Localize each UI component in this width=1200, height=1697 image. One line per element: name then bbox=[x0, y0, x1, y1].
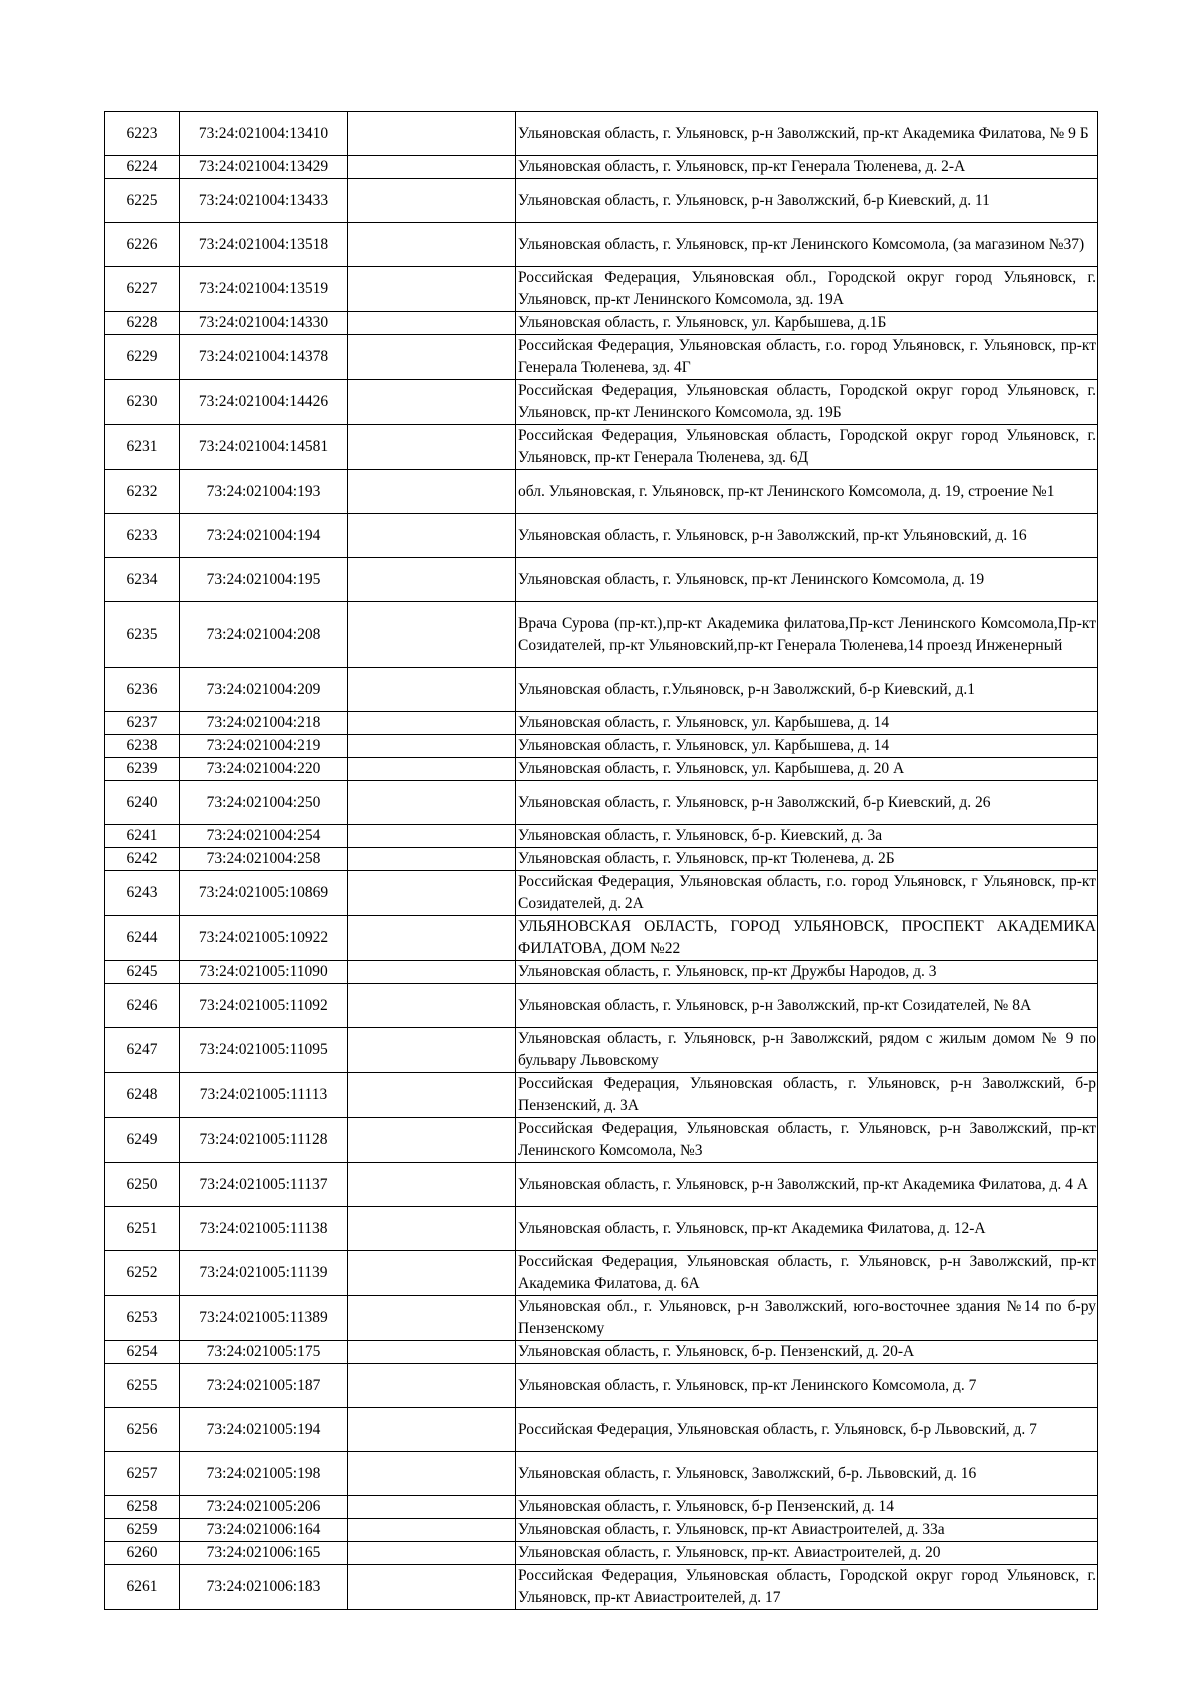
address: Врача Сурова (пр-кт.),пр-кт Академика филатова,Пр-кст Ленинского Комсомола,Пр-кт Созидателей, пр-кт Ульяновский,пр-кт Генерала Тюленева,14 проезд Инженерный bbox=[516, 602, 1098, 668]
registry-table-body bbox=[105, 112, 1098, 1610]
table-row bbox=[105, 179, 1098, 223]
address: Ульяновская область, г. Ульяновск, ул. Карбышева, д.1Б bbox=[516, 312, 1098, 335]
cadastral-number: 73:24:021004:13433 bbox=[180, 179, 348, 223]
address: Ульяновская область, г. Ульяновск, ул. Карбышева, д. 20 А bbox=[516, 758, 1098, 781]
cadastral-number: 73:24:021005:187 bbox=[180, 1364, 348, 1408]
cadastral-number: 73:24:021005:10869 bbox=[180, 871, 348, 916]
empty-cell bbox=[348, 668, 516, 712]
table-row bbox=[105, 1118, 1098, 1163]
address: Российская Федерация, Ульяновская область, г. Ульяновск, р-н Заволжский, пр-кт Академика Филатова, д. 6А bbox=[516, 1251, 1098, 1296]
cadastral-number: 73:24:021004:13519 bbox=[180, 267, 348, 312]
row-number: 6223 bbox=[105, 112, 180, 156]
empty-cell bbox=[348, 1028, 516, 1073]
empty-cell bbox=[348, 112, 516, 156]
cadastral-number: 73:24:021005:11139 bbox=[180, 1251, 348, 1296]
address: Ульяновская область, г. Ульяновск, р-н Заволжский, б-р Киевский, д. 26 bbox=[516, 781, 1098, 825]
row-number: 6231 bbox=[105, 425, 180, 470]
table-row bbox=[105, 825, 1098, 848]
cadastral-number: 73:24:021005:11389 bbox=[180, 1296, 348, 1341]
row-number: 6234 bbox=[105, 558, 180, 602]
address: Ульяновская область, г. Ульяновск, Заволжский, б-р. Львовский, д. 16 bbox=[516, 1452, 1098, 1496]
table-row bbox=[105, 1519, 1098, 1542]
address: Ульяновская область, г. Ульяновск, р-н Заволжский, пр-кт Академика Филатова, № 9 Б bbox=[516, 112, 1098, 156]
empty-cell bbox=[348, 961, 516, 984]
table-row bbox=[105, 380, 1098, 425]
address: Российская Федерация, Ульяновская область, г.о. город Ульяновск, г Ульяновск, пр-кт Созидателей, д. 2А bbox=[516, 871, 1098, 916]
empty-cell bbox=[348, 758, 516, 781]
row-number: 6241 bbox=[105, 825, 180, 848]
empty-cell bbox=[348, 825, 516, 848]
table-row bbox=[105, 1163, 1098, 1207]
address: Ульяновская область, г. Ульяновск, р-н Заволжский, б-р Киевский, д. 11 bbox=[516, 179, 1098, 223]
table-row bbox=[105, 758, 1098, 781]
cadastral-number: 73:24:021004:254 bbox=[180, 825, 348, 848]
address: Ульяновская область, г. Ульяновск, пр-кт Генерала Тюленева, д. 2-А bbox=[516, 156, 1098, 179]
table-row bbox=[105, 1251, 1098, 1296]
table-row bbox=[105, 1073, 1098, 1118]
address: Ульяновская область, г. Ульяновск, пр-кт Тюленева, д. 2Б bbox=[516, 848, 1098, 871]
empty-cell bbox=[348, 871, 516, 916]
row-number: 6253 bbox=[105, 1296, 180, 1341]
address: Ульяновская область, г. Ульяновск, пр-кт. Авиастроителей, д. 20 bbox=[516, 1542, 1098, 1565]
cadastral-number: 73:24:021004:218 bbox=[180, 712, 348, 735]
empty-cell bbox=[348, 380, 516, 425]
table-row bbox=[105, 1496, 1098, 1519]
row-number: 6257 bbox=[105, 1452, 180, 1496]
table-row bbox=[105, 112, 1098, 156]
table-row bbox=[105, 156, 1098, 179]
table-row bbox=[105, 1364, 1098, 1408]
row-number: 6232 bbox=[105, 470, 180, 514]
row-number: 6236 bbox=[105, 668, 180, 712]
cadastral-number: 73:24:021004:209 bbox=[180, 668, 348, 712]
table-row bbox=[105, 984, 1098, 1028]
address: Российская Федерация, Ульяновская область, Городской округ город Ульяновск, г. Ульяновск, пр-кт Авиастроителей, д. 17 bbox=[516, 1565, 1098, 1610]
address: Ульяновская область, г. Ульяновск, б-р. Киевский, д. 3а bbox=[516, 825, 1098, 848]
empty-cell bbox=[348, 1452, 516, 1496]
empty-cell bbox=[348, 1341, 516, 1364]
cadastral-number: 73:24:021005:206 bbox=[180, 1496, 348, 1519]
cadastral-number: 73:24:021005:11138 bbox=[180, 1207, 348, 1251]
address: обл. Ульяновская, г. Ульяновск, пр-кт Ленинского Комсомола, д. 19, строение №1 bbox=[516, 470, 1098, 514]
empty-cell bbox=[348, 1163, 516, 1207]
cadastral-number: 73:24:021005:11113 bbox=[180, 1073, 348, 1118]
empty-cell bbox=[348, 514, 516, 558]
empty-cell bbox=[348, 1408, 516, 1452]
row-number: 6245 bbox=[105, 961, 180, 984]
address: Ульяновская область, г. Ульяновск, пр-кт Ленинского Комсомола, (за магазином №37) bbox=[516, 223, 1098, 267]
cadastral-number: 73:24:021005:11092 bbox=[180, 984, 348, 1028]
row-number: 6250 bbox=[105, 1163, 180, 1207]
cadastral-number: 73:24:021004:14330 bbox=[180, 312, 348, 335]
table-row bbox=[105, 558, 1098, 602]
table-row bbox=[105, 916, 1098, 961]
empty-cell bbox=[348, 470, 516, 514]
row-number: 6227 bbox=[105, 267, 180, 312]
row-number: 6247 bbox=[105, 1028, 180, 1073]
address: Российская Федерация, Ульяновская область, Городской округ город Ульяновск, г. Ульяновск, пр-кт Ленинского Комсомола, зд. 19Б bbox=[516, 380, 1098, 425]
address: Ульяновская область, г. Ульяновск, р-н Заволжский, пр-кт Ульяновский, д. 16 bbox=[516, 514, 1098, 558]
cadastral-number: 73:24:021005:11137 bbox=[180, 1163, 348, 1207]
table-row bbox=[105, 602, 1098, 668]
cadastral-number: 73:24:021005:194 bbox=[180, 1408, 348, 1452]
row-number: 6237 bbox=[105, 712, 180, 735]
address: Ульяновская область, г.Ульяновск, р-н Заволжский, б-р Киевский, д.1 bbox=[516, 668, 1098, 712]
empty-cell bbox=[348, 179, 516, 223]
cadastral-number: 73:24:021005:198 bbox=[180, 1452, 348, 1496]
table-row bbox=[105, 267, 1098, 312]
cadastral-number: 73:24:021004:220 bbox=[180, 758, 348, 781]
row-number: 6252 bbox=[105, 1251, 180, 1296]
address: Ульяновская область, г. Ульяновск, р-н Заволжский, пр-кт Созидателей, № 8А bbox=[516, 984, 1098, 1028]
address: Ульяновская область, г. Ульяновск, пр-кт Дружбы Народов, д. 3 bbox=[516, 961, 1098, 984]
table-row bbox=[105, 1296, 1098, 1341]
cadastral-number: 73:24:021004:208 bbox=[180, 602, 348, 668]
row-number: 6238 bbox=[105, 735, 180, 758]
address: Российская Федерация, Ульяновская область, г.о. город Ульяновск, г. Ульяновск, пр-кт Генерала Тюленева, зд. 4Г bbox=[516, 335, 1098, 380]
row-number: 6254 bbox=[105, 1341, 180, 1364]
address: Российская Федерация, Ульяновская обл., Городской округ город Ульяновск, г. Ульяновск, пр-кт Ленинского Комсомола, зд. 19А bbox=[516, 267, 1098, 312]
table-row bbox=[105, 514, 1098, 558]
row-number: 6258 bbox=[105, 1496, 180, 1519]
cadastral-number: 73:24:021006:165 bbox=[180, 1542, 348, 1565]
address: Ульяновская область, г. Ульяновск, пр-кт Ленинского Комсомола, д. 19 bbox=[516, 558, 1098, 602]
cadastral-number: 73:24:021006:183 bbox=[180, 1565, 348, 1610]
row-number: 6224 bbox=[105, 156, 180, 179]
address: Ульяновская область, г. Ульяновск, р-н Заволжский, пр-кт Академика Филатова, д. 4 А bbox=[516, 1163, 1098, 1207]
table-row bbox=[105, 735, 1098, 758]
table-row bbox=[105, 871, 1098, 916]
cadastral-number: 73:24:021004:13518 bbox=[180, 223, 348, 267]
row-number: 6239 bbox=[105, 758, 180, 781]
address: Ульяновская область, г. Ульяновск, ул. Карбышева, д. 14 bbox=[516, 735, 1098, 758]
address: Ульяновская область, г. Ульяновск, пр-кт Академика Филатова, д. 12-А bbox=[516, 1207, 1098, 1251]
empty-cell bbox=[348, 735, 516, 758]
address: УЛЬЯНОВСКАЯ ОБЛАСТЬ, ГОРОД УЛЬЯНОВСК, ПРОСПЕКТ АКАДЕМИКА ФИЛАТОВА, ДОМ №22 bbox=[516, 916, 1098, 961]
table-row bbox=[105, 335, 1098, 380]
cadastral-number: 73:24:021004:14378 bbox=[180, 335, 348, 380]
row-number: 6246 bbox=[105, 984, 180, 1028]
cadastral-number: 73:24:021004:219 bbox=[180, 735, 348, 758]
table-row bbox=[105, 470, 1098, 514]
table-row bbox=[105, 312, 1098, 335]
empty-cell bbox=[348, 1364, 516, 1408]
empty-cell bbox=[348, 1519, 516, 1542]
empty-cell bbox=[348, 1073, 516, 1118]
row-number: 6260 bbox=[105, 1542, 180, 1565]
empty-cell bbox=[348, 1296, 516, 1341]
address: Российская Федерация, Ульяновская область, г. Ульяновск, р-н Заволжский, пр-кт Ленинского Комсомола, №3 bbox=[516, 1118, 1098, 1163]
empty-cell bbox=[348, 267, 516, 312]
address: Ульяновская область, г. Ульяновск, пр-кт Авиастроителей, д. 33а bbox=[516, 1519, 1098, 1542]
row-number: 6261 bbox=[105, 1565, 180, 1610]
cadastral-number: 73:24:021004:193 bbox=[180, 470, 348, 514]
table-row bbox=[105, 1341, 1098, 1364]
address: Ульяновская область, г. Ульяновск, б-р Пензенский, д. 14 bbox=[516, 1496, 1098, 1519]
empty-cell bbox=[348, 916, 516, 961]
cadastral-number: 73:24:021004:250 bbox=[180, 781, 348, 825]
cadastral-number: 73:24:021005:11095 bbox=[180, 1028, 348, 1073]
empty-cell bbox=[348, 1251, 516, 1296]
cadastral-number: 73:24:021005:175 bbox=[180, 1341, 348, 1364]
empty-cell bbox=[348, 602, 516, 668]
address: Ульяновская область, г. Ульяновск, ул. Карбышева, д. 14 bbox=[516, 712, 1098, 735]
row-number: 6229 bbox=[105, 335, 180, 380]
registry-table bbox=[104, 111, 1098, 1610]
table-row bbox=[105, 1565, 1098, 1610]
row-number: 6248 bbox=[105, 1073, 180, 1118]
empty-cell bbox=[348, 156, 516, 179]
empty-cell bbox=[348, 848, 516, 871]
cadastral-number: 73:24:021004:258 bbox=[180, 848, 348, 871]
empty-cell bbox=[348, 1565, 516, 1610]
address: Российская Федерация, Ульяновская область, Городской округ город Ульяновск, г. Ульяновск, пр-кт Генерала Тюленева, зд. 6Д bbox=[516, 425, 1098, 470]
cadastral-number: 73:24:021005:11128 bbox=[180, 1118, 348, 1163]
table-row bbox=[105, 1452, 1098, 1496]
cadastral-number: 73:24:021004:14426 bbox=[180, 380, 348, 425]
address: Ульяновская область, г. Ульяновск, пр-кт Ленинского Комсомола, д. 7 bbox=[516, 1364, 1098, 1408]
address: Ульяновская обл., г. Ульяновск, р-н Заволжский, юго-восточнее здания №14 по б-ру Пензенскому bbox=[516, 1296, 1098, 1341]
cadastral-number: 73:24:021004:13429 bbox=[180, 156, 348, 179]
empty-cell bbox=[348, 781, 516, 825]
cadastral-number: 73:24:021004:195 bbox=[180, 558, 348, 602]
empty-cell bbox=[348, 425, 516, 470]
row-number: 6230 bbox=[105, 380, 180, 425]
empty-cell bbox=[348, 335, 516, 380]
table-row bbox=[105, 1207, 1098, 1251]
empty-cell bbox=[348, 558, 516, 602]
row-number: 6233 bbox=[105, 514, 180, 558]
row-number: 6228 bbox=[105, 312, 180, 335]
row-number: 6225 bbox=[105, 179, 180, 223]
address: Российская Федерация, Ульяновская область, г. Ульяновск, б-р Львовский, д. 7 bbox=[516, 1408, 1098, 1452]
row-number: 6226 bbox=[105, 223, 180, 267]
table-row bbox=[105, 712, 1098, 735]
table-row bbox=[105, 848, 1098, 871]
cadastral-number: 73:24:021004:14581 bbox=[180, 425, 348, 470]
row-number: 6244 bbox=[105, 916, 180, 961]
address: Российская Федерация, Ульяновская область, г. Ульяновск, р-н Заволжский, б-р Пензенский, д. 3А bbox=[516, 1073, 1098, 1118]
table-row bbox=[105, 223, 1098, 267]
table-row bbox=[105, 668, 1098, 712]
empty-cell bbox=[348, 712, 516, 735]
empty-cell bbox=[348, 1207, 516, 1251]
table-row bbox=[105, 1028, 1098, 1073]
cadastral-number: 73:24:021005:11090 bbox=[180, 961, 348, 984]
row-number: 6243 bbox=[105, 871, 180, 916]
cadastral-number: 73:24:021006:164 bbox=[180, 1519, 348, 1542]
table-row bbox=[105, 425, 1098, 470]
table-row bbox=[105, 1542, 1098, 1565]
empty-cell bbox=[348, 223, 516, 267]
cadastral-number: 73:24:021004:194 bbox=[180, 514, 348, 558]
address: Ульяновская область, г. Ульяновск, б-р. Пензенский, д. 20-А bbox=[516, 1341, 1098, 1364]
row-number: 6242 bbox=[105, 848, 180, 871]
row-number: 6240 bbox=[105, 781, 180, 825]
row-number: 6249 bbox=[105, 1118, 180, 1163]
empty-cell bbox=[348, 984, 516, 1028]
address: Ульяновская область, г. Ульяновск, р-н Заволжский, рядом с жилым домом № 9 по бульвару Львовскому bbox=[516, 1028, 1098, 1073]
cadastral-number: 73:24:021005:10922 bbox=[180, 916, 348, 961]
row-number: 6259 bbox=[105, 1519, 180, 1542]
row-number: 6255 bbox=[105, 1364, 180, 1408]
empty-cell bbox=[348, 1496, 516, 1519]
table-row bbox=[105, 781, 1098, 825]
empty-cell bbox=[348, 312, 516, 335]
empty-cell bbox=[348, 1118, 516, 1163]
row-number: 6256 bbox=[105, 1408, 180, 1452]
row-number: 6251 bbox=[105, 1207, 180, 1251]
table-row bbox=[105, 1408, 1098, 1452]
empty-cell bbox=[348, 1542, 516, 1565]
table-row bbox=[105, 961, 1098, 984]
row-number: 6235 bbox=[105, 602, 180, 668]
cadastral-number: 73:24:021004:13410 bbox=[180, 112, 348, 156]
